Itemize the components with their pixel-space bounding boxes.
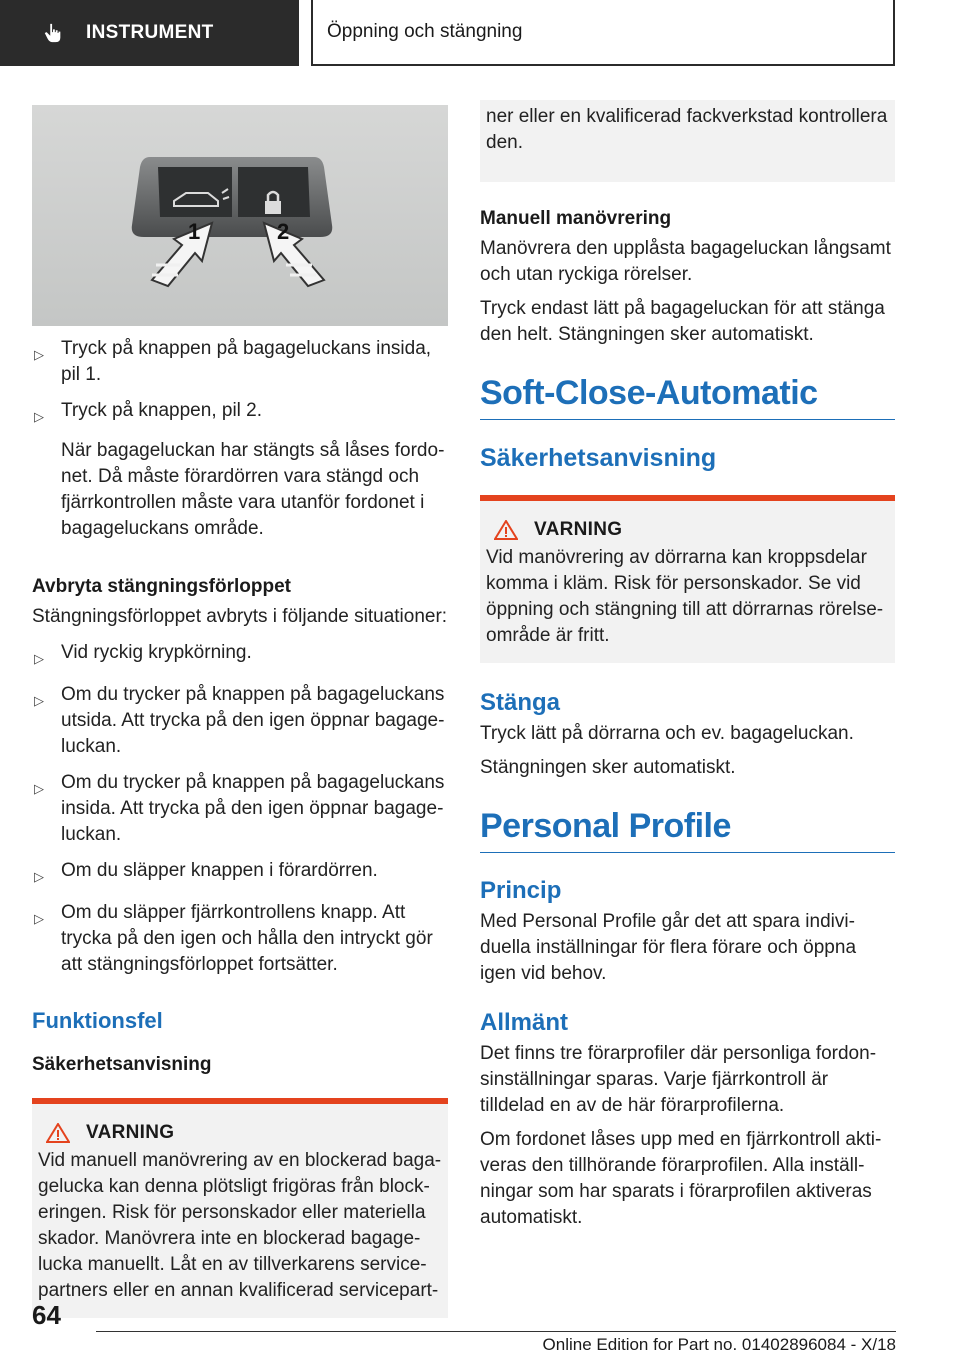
footer-rule [96,1331,896,1332]
hand-pointer-icon [42,22,64,44]
softclose-safety-heading: Säkerhetsanvisning [480,444,717,472]
malfunction-heading: Funktionsfel [32,1008,163,1033]
cancel-heading: Avbryta stängningsförloppet [32,576,291,597]
principle-paragraph: Med Personal Profile går det att spara individuella inställningar för flera förare och öppna igen vid behov. [480,911,857,984]
close-heading: Stänga [480,689,561,716]
list-item: ▷ Om du trycker på knappen på bagageluckans insida. Att trycka på den igen öppnar bagageluckan. [32,770,448,848]
warning-triangle-icon [494,520,518,540]
arrow-1-label: 1 [188,219,201,244]
list-item: ▷ Tryck på knappen på bagageluckans insida, pil 1. [32,336,448,388]
triangle-bullet-icon: ▷ [34,911,44,926]
close-paragraph: Tryck lätt på dörrarna och ev. bagageluckan. [480,723,854,744]
list-item: ▷ Om du släpper fjärrkontrollens knapp. Att trycka på den igen och hålla den intryckt gör att stängningsförloppet fortsätter. [32,900,448,978]
warning-label: VARNING [86,1122,175,1143]
tailgate-switch-illustration [32,105,448,326]
section-title: Öppning och stängning [311,0,895,66]
tailgate-button-photo [32,105,448,326]
arrow-2-label: 2 [277,219,290,244]
triangle-bullet-icon: ▷ [34,869,44,884]
triangle-bullet-icon: ▷ [34,651,44,666]
steps-list [32,336,448,542]
triangle-bullet-icon: ▷ [34,781,44,796]
warning-box [480,495,895,663]
cancel-intro: Stängningsförloppet avbryts i följande situationer: [32,606,448,627]
safety-heading: Säkerhetsanvisning [32,1054,212,1075]
cancel-list [32,640,448,978]
step-note: När bagageluckan har stängts så låses fordonet. Då måste förardörren vara stängd och fjärrkontrollen måste vara utanför fordonet i bagageluckans område. [61,440,445,539]
warning-continuation: ner eller en kvalificerad fackverkstad kontrollera den. [480,100,895,182]
principle-heading: Princip [480,877,562,904]
profile-title: Personal Profile [480,807,731,845]
warning-text: Vid manövrering av dörrarna kan kroppsdelar komma i kläm. Risk för personskador. Se vid öppning och stängning till att dörrarnas rörelseområde är fritt. [486,547,884,646]
general-heading: Allmänt [480,1009,569,1036]
general-paragraph: Om fordonet låses upp med en fjärrkontroll aktiveras den tillhörande förarprofilen. Alla inställningar som har sparats i förarprofilen aktiveras automatiskt. [480,1129,882,1228]
warning-triangle-icon [46,1123,70,1143]
left-column [32,105,448,1318]
section-rule [480,419,895,420]
list-item: ▷ Vid ryckig krypkörning. [32,640,448,672]
softclose-title: Soft-Close-Automatic [480,374,818,412]
manual-heading: Manuell manövrering [480,208,672,229]
warning-label: VARNING [534,519,623,540]
list-item: ▷ Om du släpper knappen i förardörren. [32,858,448,890]
warning-box [32,1098,448,1318]
triangle-bullet-icon: ▷ [34,693,44,708]
list-item: ▷ Tryck på knappen, pil 2. [32,398,448,430]
chapter-tab-label: INSTRUMENT [86,22,214,43]
section-rule [480,852,895,853]
right-column [480,100,895,1231]
list-item: ▷ Om du trycker på knappen på bagageluckans utsida. Att trycka på den igen öppnar bagageluckan. [32,682,448,760]
triangle-bullet-icon: ▷ [34,347,44,362]
manual-paragraph: Tryck endast lätt på bagageluckan för att stänga den helt. Stängningen sker automatiskt. [480,298,885,345]
warning-text: Vid manuell manövrering av en blockerad bagagelucka kan denna plötsligt frigöras från blockeringen. Risk för personskador eller materiella skador. Manövrera inte en blockerad bagagelucka manuellt. Låt en av tillverkarens servicepartners eller en annan kvalificerad servicepart- [38,1150,442,1301]
footer-edition: Online Edition for Part no. 01402896084 - X/18 [542,1335,896,1354]
close-paragraph: Stängningen sker automatiskt. [480,757,736,778]
chapter-tab[interactable] [0,0,299,66]
page-number: 64 [32,1300,61,1330]
triangle-bullet-icon: ▷ [34,409,44,424]
general-paragraph: Det finns tre förarprofiler där personliga fordonsinställningar sparas. Varje fjärrkontroll är tilldelad en av de här förarprofilerna. [480,1043,877,1116]
manual-paragraph: Manövrera den upplåsta bagageluckan långsamt och utan ryckiga rörelser. [480,238,891,285]
